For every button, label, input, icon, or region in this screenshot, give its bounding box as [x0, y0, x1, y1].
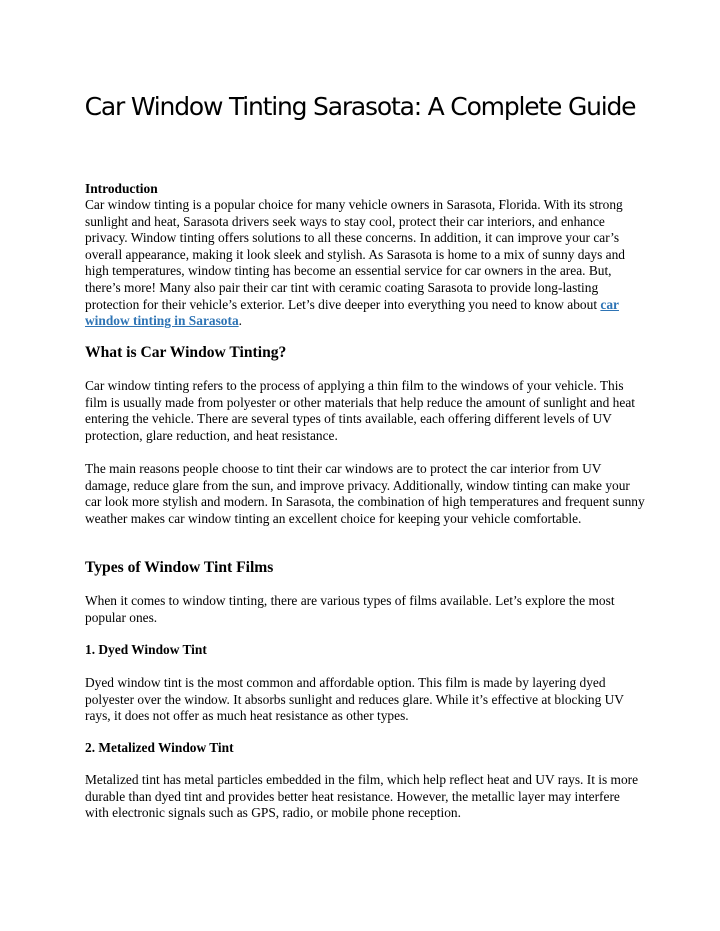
- document-title: Car Window Tinting Sarasota: A Complete Guide: [84, 92, 636, 121]
- car-window-tinting-link[interactable]: car window tinting in Sarasota: [85, 296, 619, 329]
- introduction-text-end: .: [238, 313, 243, 329]
- introduction-paragraph: [85, 197, 645, 330]
- types-intro-paragraph: When it comes to window tinting, there are various types of films available. Let’s explore the most popular ones.: [85, 593, 615, 625]
- introduction-heading: Introduction: [85, 181, 158, 196]
- what-is-paragraph-2: The main reasons people choose to tint their car windows are to protect the car interior from UV damage, reduce glare from the sun, and improve privacy. Additionally, window tinting can make your car look more stylish and modern. In Sarasota, the combination of high temperatures and frequent sunny weather makes car window tinting an excellent choice for keeping your vehicle comfortable.: [85, 461, 645, 526]
- metalized-tint-heading: 2. Metalized Window Tint: [85, 740, 234, 755]
- introduction-text: Car window tinting is a popular choice for many vehicle owners in Sarasota, Florida. With its strong sunlight and heat, Sarasota drivers seek ways to stay cool, protect their car interiors, and enhance privacy. Window tinting offers solutions to all these concerns. In addition, it can improve your car’s overall appearance, making it look sleek and stylish. As Sarasota is home to a mix of sunny days and high temperatures, window tinting has become an essential service for car owners in the area. But, there’s more! Many also pair their car tint with ceramic coating Sarasota to provide long-lasting protection for their vehicle’s exterior. Let’s dive deeper into everything you need to know about: [85, 197, 625, 312]
- metalized-tint-paragraph: Metalized tint has metal particles embedded in the film, which help reflect heat and UV rays. It is more durable than dyed tint and provides better heat resistance. However, the metallic layer may interfere with electronic signals such as GPS, radio, or mobile phone reception.: [85, 772, 639, 821]
- dyed-tint-paragraph: Dyed window tint is the most common and affordable option. This film is made by layering dyed polyester over the window. It absorbs sunlight and reduces glare. While it’s effective at blocking UV rays, it does not offer as much heat resistance as other types.: [85, 675, 624, 724]
- what-is-paragraph-1: Car window tinting refers to the process of applying a thin film to the windows of your vehicle. This film is usually made from polyester or other materials that help reduce the amount of sunlight and heat entering the vehicle. There are several types of tints available, each offering different levels of UV protection, glare reduction, and heat resistance.: [85, 378, 635, 443]
- dyed-tint-heading: 1. Dyed Window Tint: [85, 642, 207, 657]
- types-heading: Types of Window Tint Films: [85, 559, 274, 576]
- what-is-tinting-heading: What is Car Window Tinting?: [85, 344, 287, 361]
